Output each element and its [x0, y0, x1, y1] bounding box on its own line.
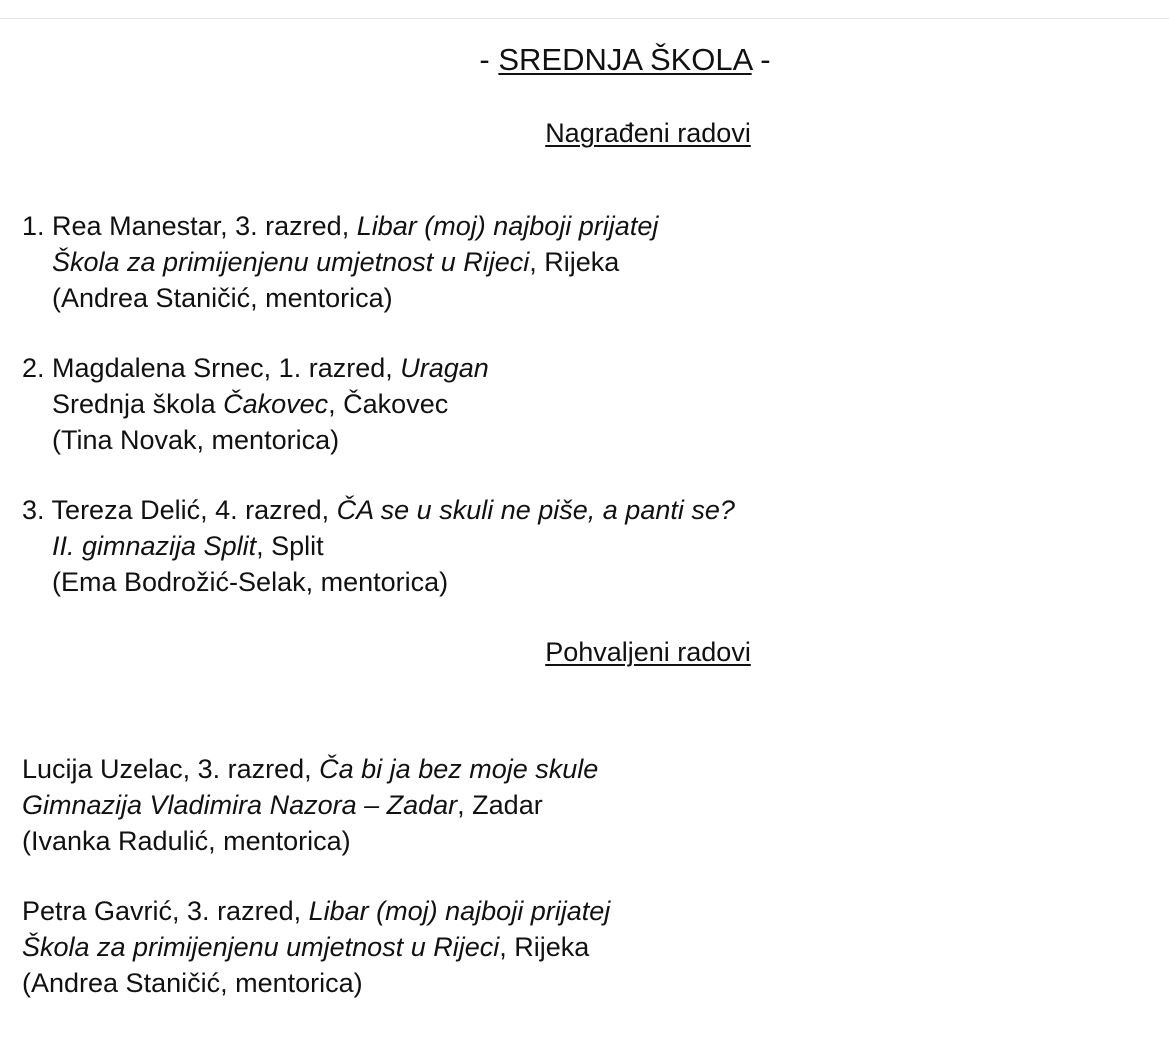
- awarded-heading: Nagrađeni radovi: [545, 118, 751, 148]
- entry-school-line: [22, 386, 489, 422]
- section-title-prefix: -: [479, 42, 499, 77]
- entry-mentor: (Ema Bodrožić-Selak, mentorica): [52, 567, 449, 597]
- entry-school-line: [22, 244, 658, 280]
- entry-school-city: , Zadar: [457, 790, 543, 820]
- entry-number: 2.: [22, 353, 45, 383]
- entry-mentor: (Tina Novak, mentorica): [52, 425, 340, 455]
- entry-work-title: Libar (moj) najboji prijatej: [356, 211, 659, 241]
- entry-school-city: , Rijeka: [529, 247, 620, 277]
- entry-school-name: II. gimnazija Split: [52, 531, 257, 561]
- entry-work-title: ČA se u skuli ne piše, a panti se?: [336, 495, 735, 525]
- entry-work-title: Libar (moj) najboji prijatej: [308, 896, 611, 926]
- entry-school-city: , Čakovec: [328, 389, 449, 419]
- entry-name-grade: Petra Gavrić, 3. razred,: [22, 896, 309, 926]
- entry-name-grade: Rea Manestar, 3. razred,: [52, 211, 357, 241]
- entry-school-line: [22, 528, 735, 564]
- section-title: [0, 42, 1169, 78]
- entry-name-grade: Tereza Delić, 4. razred,: [51, 495, 337, 525]
- entry-school-name: Gimnazija Vladimira Nazora – Zadar: [22, 790, 458, 820]
- entry-mentor: (Ivanka Radulić, mentorica): [22, 826, 351, 856]
- entry-name-grade: Magdalena Srnec, 1. razred,: [52, 353, 401, 383]
- entry-school-name: Škola za primijenjenu umjetnost u Rijeci: [22, 932, 500, 962]
- entry-number: 1.: [22, 211, 45, 241]
- entry-title-line: [22, 893, 610, 929]
- entry-mentor: (Andrea Staničić, mentorica): [22, 968, 363, 998]
- top-divider: [0, 18, 1169, 19]
- entry-mentor: (Andrea Staničić, mentorica): [52, 283, 393, 313]
- entry-work-title: Ča bi ja bez moje skule: [319, 754, 599, 784]
- entry-school-line: [22, 929, 610, 965]
- section-title-text: SREDNJA ŠKOLA: [498, 42, 752, 77]
- entry-school-name: Čakovec: [223, 389, 329, 419]
- section-title-suffix: -: [751, 42, 771, 77]
- awarded-entry: [22, 492, 735, 600]
- entry-work-title: Uragan: [400, 353, 489, 383]
- entry-title-line: [22, 492, 735, 528]
- awarded-entry: [22, 350, 489, 458]
- entry-school-city: , Rijeka: [499, 932, 590, 962]
- entry-school-prefix: Srednja škola: [52, 389, 224, 419]
- awarded-entry: [22, 208, 658, 316]
- praised-entry: [22, 893, 610, 1001]
- entry-title-line: [22, 751, 598, 787]
- entry-school-name: Škola za primijenjenu umjetnost u Rijeci: [52, 247, 530, 277]
- praised-heading: Pohvaljeni radovi: [545, 637, 751, 667]
- entry-name-grade: Lucija Uzelac, 3. razred,: [22, 754, 320, 784]
- entry-title-line: [22, 350, 489, 386]
- entry-school-line: [22, 787, 598, 823]
- entry-school-city: , Split: [256, 531, 324, 561]
- entry-title-line: [22, 208, 658, 244]
- praised-entry: [22, 751, 598, 859]
- entry-number: 3.: [22, 495, 45, 525]
